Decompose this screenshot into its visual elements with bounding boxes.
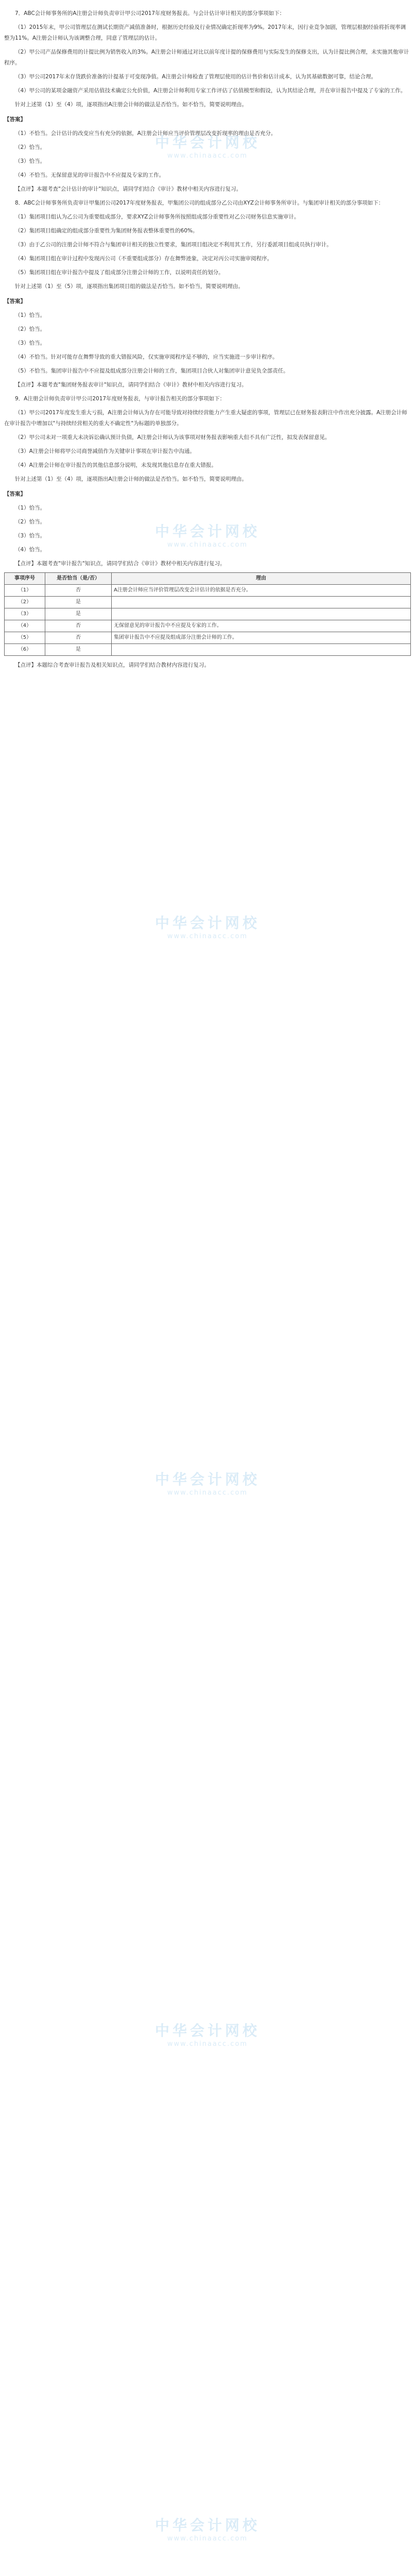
question-item: （2）甲公司产品保修费用的计提比例为销售收入的3%。A注册会计师通过对比以前年度计提的保修费用与实际发生的保修支出，认为计提比例合理，未实施其他审计程序。 (4, 49, 409, 66)
question-item: （2）集团项目组确定的组成部分重要性为集团财务报表整体重要性的60%。 (15, 228, 198, 234)
table-row (5, 620, 411, 632)
table-row (5, 585, 411, 597)
table-cell: （6） (5, 644, 45, 656)
table-cell: 是 (45, 597, 112, 608)
question-item: （3）A注册会计师将甲公司商誉减值作为关键审计事项在审计报告中沟通。 (15, 448, 195, 454)
question-item: （1）2015年末，甲公司管理层在测试长期资产减值准备时，根据历史经验及行业情况确定折现率为9%。2017年末，因行业竞争加剧，管理层根据经验将折现率调整为11%。A注册会计师认为该调整合理，同意了管理层的估计。 (4, 24, 406, 41)
table-cell: 无保留意见的审计报告中不应提及专家的工作。 (112, 620, 411, 632)
answer-item: （4）不恰当。无保留意见的审计报告中不应提及专家的工作。 (15, 172, 165, 178)
table-cell: 是 (45, 608, 112, 620)
table-cell: 否 (45, 585, 112, 597)
table-header-cell: 理由 (112, 573, 411, 585)
question-item: （1）甲公司2017年度发生重大亏损，A注册会计师认为存在可能导致对持续经营能力产生重大疑虑的事项，管理层已在财务报表附注中作出充分披露。A注册会计师在审计报告中增加以"与持续经营相关的重大不确定性"为标题的单独部分。 (4, 410, 407, 427)
question-intro: 7．ABC会计师事务所的A注册会计师负责审计甲公司2017年度财务报表。与会计估计审计相关的部分事项如下： (15, 10, 285, 16)
question-item: （4）甲公司的某项金融资产采用估值技术确定公允价值，A注册会计师利用专家工作评估了估值模型和假设，认为其结论合理，并在审计报告中提及了专家的工作。 (15, 88, 406, 94)
watermark: 中华会计网校 www.chinaacc.com (154, 1471, 260, 1497)
table-cell (112, 644, 411, 656)
analysis-note: 【点评】本题考查"审计报告"知识点，请同学们结合《审计》教材中相关内容进行复习。 (15, 561, 226, 567)
table-header-cell: 事项序号 (5, 573, 45, 585)
answer-item: （4）恰当。 (15, 547, 46, 553)
table-cell: 否 (45, 620, 112, 632)
answer-table (4, 572, 411, 656)
answer-item: （1）不恰当。会计估计的改变应当有充分的依据，A注册会计师应当评价管理层改变折现率的理由是否充分。 (15, 130, 276, 137)
question-item: （4）集团项目组在审计过程中发现丙公司（不重要组成部分）存在舞弊迹象，决定对丙公司实施审阅程序。 (15, 256, 273, 262)
table-cell (112, 597, 411, 608)
watermark: 中华会计网校 www.chinaacc.com (154, 2517, 260, 2543)
table-row (5, 632, 411, 644)
table-cell: 是 (45, 644, 112, 656)
table-cell: A注册会计师应当评价管理层改变会计估计的依据是否充分。 (112, 585, 411, 597)
question-requirement: 针对上述第（1）至（5）项，逐项指出集团项目组的做法是否恰当。如不恰当，简要说明理由。 (15, 283, 244, 290)
table-row (5, 644, 411, 656)
analysis-note: 【点评】本题考查"集团财务报表审计"知识点，请同学们结合《审计》教材中相关内容进行复习。 (15, 382, 247, 388)
table-header-row (5, 573, 411, 585)
watermark: 中华会计网校 www.chinaacc.com (154, 134, 260, 160)
answer-title: 【答案】 (4, 298, 26, 304)
table-cell: （4） (5, 620, 45, 632)
watermark: 中华会计网校 www.chinaacc.com (154, 914, 260, 940)
question-requirement: 针对上述第（1）至（4）项，逐项指出A注册会计师的做法是否恰当。如不恰当，简要说明理由。 (15, 101, 248, 108)
table-header-cell: 是否恰当（是/否） (45, 573, 112, 585)
table-row (5, 597, 411, 608)
answer-item: （1）恰当。 (15, 312, 46, 318)
table-cell: （3） (5, 608, 45, 620)
answer-item: （3）恰当。 (15, 533, 46, 539)
question-item: （1）集团项目组认为乙公司为重要组成部分，要求XYZ会计师事务所按照组成部分重要性对乙公司财务信息实施审计。 (15, 214, 300, 220)
answer-item: （1）恰当。 (15, 505, 46, 511)
watermark: 中华会计网校 www.chinaacc.com (154, 2022, 260, 2048)
answer-title: 【答案】 (4, 116, 26, 123)
answer-title: 【答案】 (4, 491, 26, 497)
answer-item: （3）恰当。 (15, 158, 46, 164)
answer-item: （2）恰当。 (15, 144, 46, 150)
answer-item: （2）恰当。 (15, 326, 46, 332)
question-item: （5）集团项目组在审计报告中提及了组成部分注册会计师的工作，以说明责任的划分。 (15, 269, 224, 276)
answer-item: （2）恰当。 (15, 519, 46, 525)
table-cell: （5） (5, 632, 45, 644)
question-item: （3）甲公司2017年末存货跌价准备的计提基于可变现净值。A注册会计师检查了管理层使用的估计售价和估计成本，认为其基础数据可靠，结论合理。 (15, 74, 377, 80)
question-intro: 8．ABC会计师事务所负责审计甲集团公司2017年度财务报表，甲集团公司的组成部分乙公司由XYZ会计师事务所审计。与集团审计相关的部分事项如下： (15, 200, 384, 206)
watermark: 中华会计网校 www.chinaacc.com (154, 523, 260, 549)
question-item: （3）由于乙公司的注册会计师不符合与集团审计相关的独立性要求，集团项目组决定不利用其工作，另行委派项目组成员执行审计。 (15, 242, 332, 248)
answer-item: （4）不恰当。针对可能存在舞弊导致的重大错报风险，仅实施审阅程序是不够的，应当实施进一步审计程序。 (15, 354, 278, 360)
question-item: （4）A注册会计师在审计报告的其他信息部分说明，未发现其他信息存在重大错报。 (15, 462, 217, 468)
table-cell (112, 608, 411, 620)
answer-item: （3）恰当。 (15, 340, 46, 346)
analysis-note: 【点评】本题考查"会计估计的审计"知识点，请同学们结合《审计》教材中相关内容进行复习。 (15, 186, 242, 192)
footer-note: 【点评】本题综合考查审计报告及相关知识点，请同学们结合教材内容进行复习。 (15, 662, 210, 668)
article-body (4, 8, 411, 674)
table-cell: （1） (5, 585, 45, 597)
table-row (5, 608, 411, 620)
question-intro: 9．A注册会计师负责审计甲公司2017年度财务报表，与审计报告相关的部分事项如下： (15, 396, 226, 402)
table-cell: （2） (5, 597, 45, 608)
table-cell: 否 (45, 632, 112, 644)
answer-item: （5）不恰当。集团审计报告中不应提及组成部分注册会计师的工作，集团项目合伙人对集团审计意见负全部责任。 (15, 368, 289, 374)
question-item: （2）甲公司未对一项重大未决诉讼确认预计负债，A注册会计师认为该事项对财务报表影响重大但不具有广泛性，拟发表保留意见。 (15, 434, 331, 440)
question-requirement: 针对上述第（1）至（4）项，逐项指出A注册会计师的做法是否恰当。如不恰当，简要说明理由。 (15, 476, 248, 482)
table-cell: 集团审计报告中不应提及组成部分注册会计师的工作。 (112, 632, 411, 644)
